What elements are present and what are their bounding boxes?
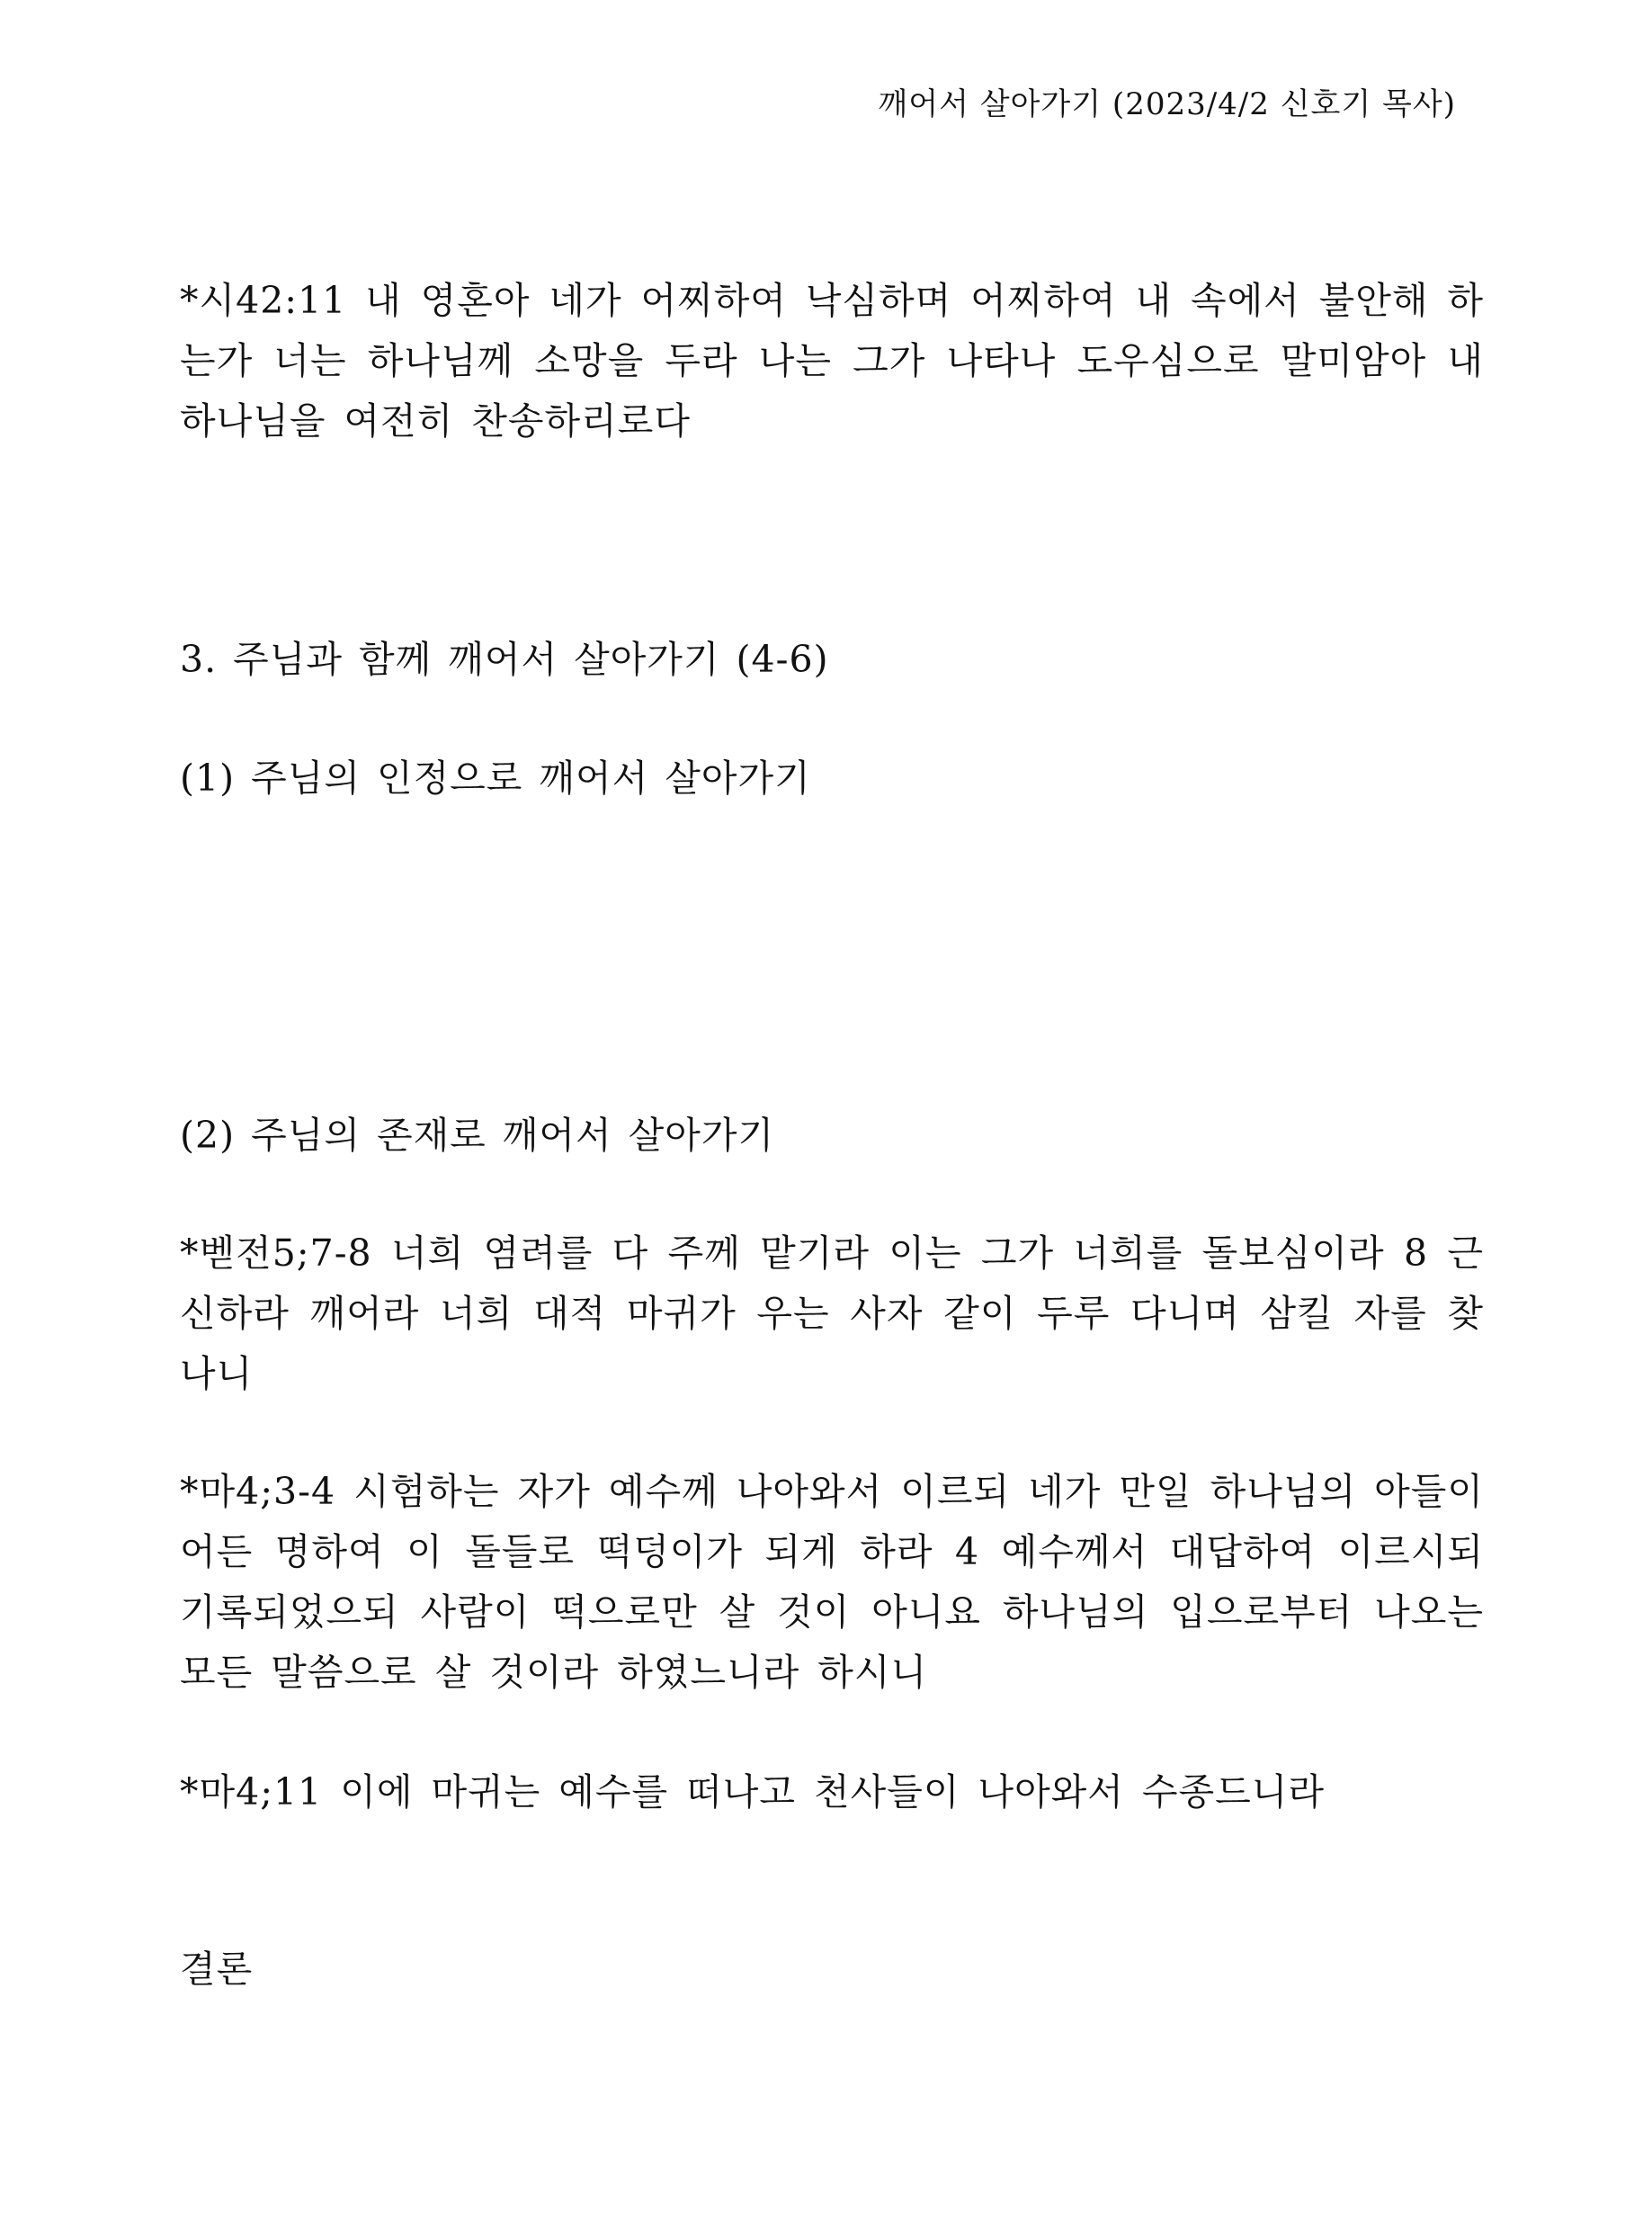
- subsection-1-heading: (1) 주님의 인정으로 깨어서 살아가기: [180, 757, 811, 800]
- running-header: 깨어서 살아가기 (2023/4/2 신호기 목사): [878, 86, 1456, 122]
- verse-1peter-5-7-8: *벧전5;7-8 너희 염려를 다 주께 맡기라 이는 그가 너희를 돌보심이라 8 근신하라 깨어라 너희 대적 마귀가 우는 사자 같이 두루 다니며 삼킬 자를 찾나니: [180, 1231, 1484, 1395]
- conclusion-heading: 결론: [180, 1948, 254, 1991]
- verse-matthew-4-3-4: *마4;3-4 시험하는 자가 예수께 나아와서 이르되 네가 만일 하나님의 아들이어든 명하여 이 돌들로 떡덩이가 되게 하라 4 예수께서 대답하여 이르시되 기록되었으되 사람이 떡으로만 살 것이 아니요 하나님의 입으로부터 나오는 모든 말씀으로 살 것이라 하였느니라 하시니: [180, 1470, 1484, 1694]
- verse-matthew-4-11: *마4;11 이에 마귀는 예수를 떠나고 천사들이 나아와서 수종드니라: [180, 1770, 1325, 1814]
- subsection-2-heading: (2) 주님의 존재로 깨어서 살아가기: [180, 1114, 775, 1157]
- verse-psalm-42-11: *시42:11 내 영혼아 네가 어찌하여 낙심하며 어찌하여 내 속에서 불안해 하는가 너는 하나님께 소망을 두라 나는 그가 나타나 도우심으로 말미암아 내 하나님을 여전히 찬송하리로다: [180, 279, 1484, 443]
- section-3-heading: 3. 주님과 함께 깨어서 살아가기 (4-6): [180, 638, 829, 681]
